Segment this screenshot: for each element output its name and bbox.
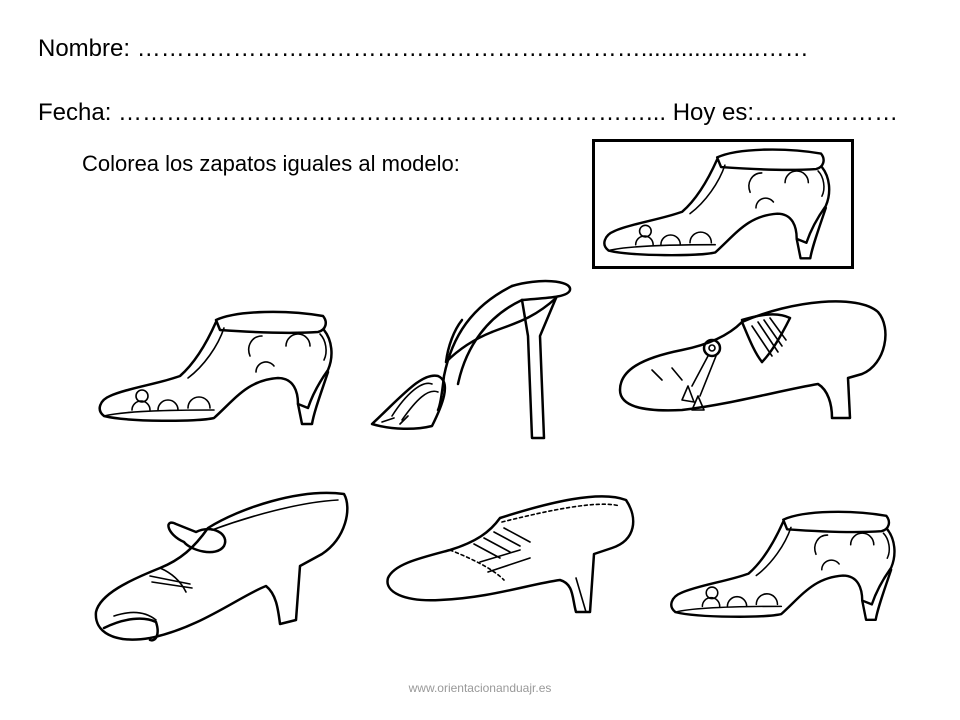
model-shoe-box [592, 139, 854, 269]
strappy-sandal-shoe [362, 276, 578, 446]
shoe-row2-2[interactable] [380, 488, 640, 618]
instruction-text: Colorea los zapatos iguales al modelo: [82, 151, 460, 176]
shoe-row2-1[interactable] [90, 488, 352, 648]
shoe-row1-2[interactable] [362, 276, 578, 446]
stitched-pump-shoe [380, 488, 640, 618]
shoe-row2-3[interactable] [660, 498, 920, 628]
footer-url[interactable]: www.orientacionanduajr.es [408, 681, 552, 695]
model-polka-dot-shoe [595, 142, 851, 266]
bow-oxford-shoe [90, 488, 352, 648]
shoe-row1-1[interactable] [88, 300, 358, 430]
nombre-line: Nombre: ………………………………………………………..................…… [38, 35, 809, 62]
fecha-line: Fecha: …………………………………………………………... Hoy es:……………… [38, 99, 899, 126]
polka-dot-shoe-1 [88, 300, 358, 430]
shoe-row1-3[interactable] [612, 294, 892, 434]
polka-dot-shoe-2 [660, 498, 920, 628]
tassel-loafer-shoe [612, 294, 892, 434]
